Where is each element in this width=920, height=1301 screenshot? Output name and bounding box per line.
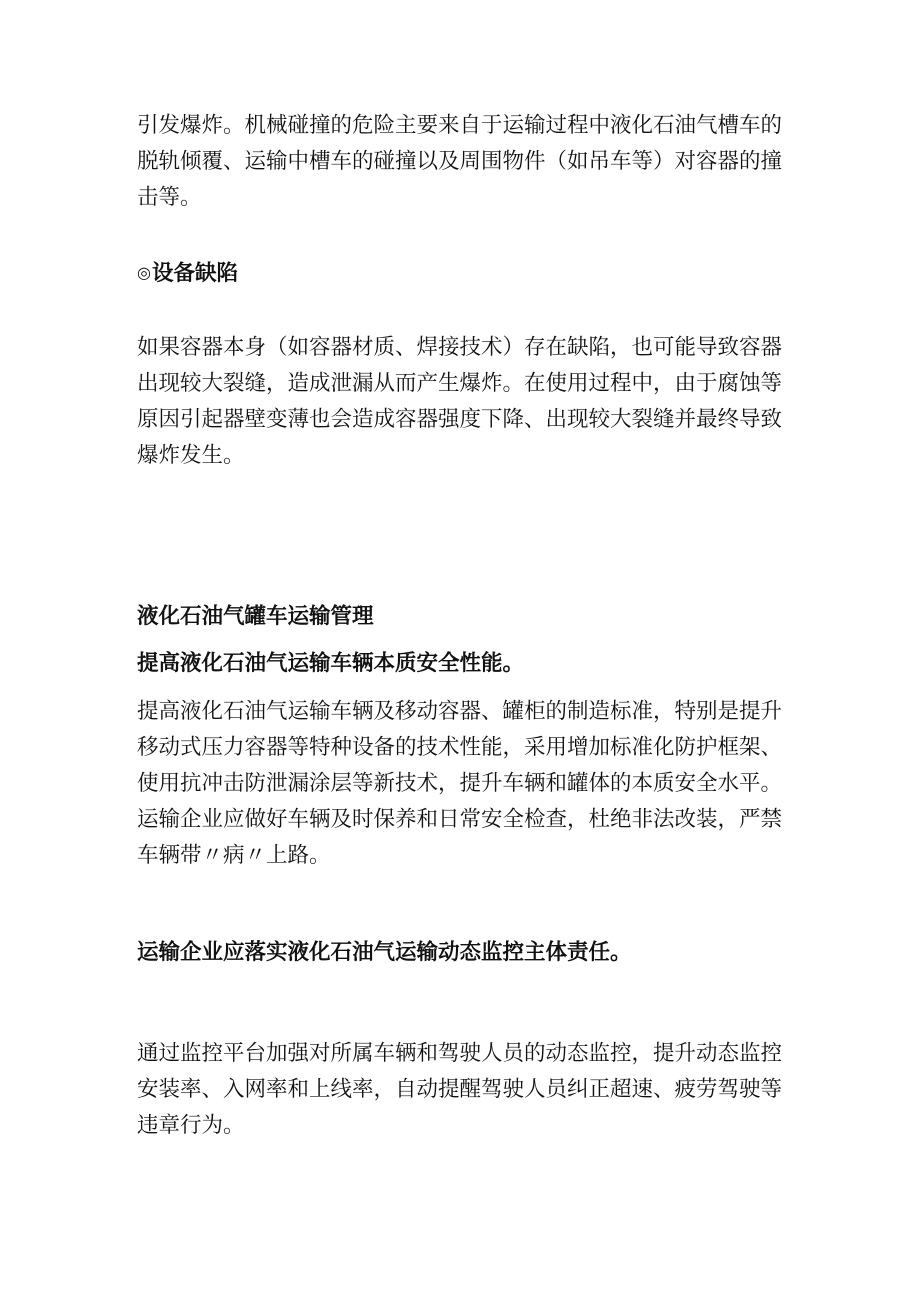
- paragraph-vehicle-safety: [137, 694, 787, 874]
- text-line: 出现较大裂缝，造成泄漏从而产生爆炸。在使用过程中，由于腐蚀等: [137, 371, 783, 396]
- text-line: 引发爆炸。机械碰撞的危险主要来自于运输过程中液化石油气槽车的: [137, 113, 783, 138]
- subheading-vehicle-safety: 提高液化石油气运输车辆本质安全性能。: [137, 651, 525, 676]
- text-line: 原因引起器壁变薄也会造成容器强度下降、出现较大裂缝并最终导致: [137, 407, 783, 432]
- text-line: 如果容器本身（如容器材质、焊接技术）存在缺陷，也可能导致容器: [137, 335, 783, 360]
- text-line: 安装率、入网率和上线率，自动提醒驾驶人员纠正超速、疲劳驾驶等: [137, 1077, 783, 1102]
- bullet-icon: ◎: [137, 263, 151, 282]
- text-line: 运输企业应做好车辆及时保养和日常安全检查，杜绝非法改装，严禁: [137, 807, 783, 832]
- text-line: 移动式压力容器等特种设备的技术性能，采用增加标准化防护框架、: [137, 735, 783, 760]
- text-line: 车辆带〃病〃上路。: [137, 843, 331, 868]
- text-line: 脱轨倾覆、运输中槽车的碰撞以及周围物件（如吊车等）对容器的撞: [137, 149, 783, 174]
- section-heading-equipment-defects: [137, 255, 238, 292]
- text-line: 提高液化石油气运输车辆及移动容器、罐柜的制造标准，特别是提升: [137, 699, 783, 724]
- text-line: 通过监控平台加强对所属车辆和驾驶人员的动态监控，提升动态监控: [137, 1041, 783, 1066]
- text-line: 击等。: [137, 185, 202, 210]
- text-line: 违章行为。: [137, 1113, 245, 1138]
- paragraph-dynamic-monitoring: [137, 1036, 787, 1144]
- text-line: 使用抗冲击防泄漏涂层等新技术，提升车辆和罐体的本质安全水平。: [137, 771, 783, 796]
- paragraph-mechanical-collision: [137, 108, 787, 216]
- text-line: 爆炸发生。: [137, 443, 245, 468]
- paragraph-equipment-defects: [137, 330, 787, 474]
- section-heading-tanker-management: 液化石油气罐车运输管理: [137, 604, 374, 629]
- subheading-dynamic-monitoring: 运输企业应落实液化石油气运输动态监控主体责任。: [137, 940, 632, 965]
- section-heading-text: 设备缺陷: [151, 261, 238, 286]
